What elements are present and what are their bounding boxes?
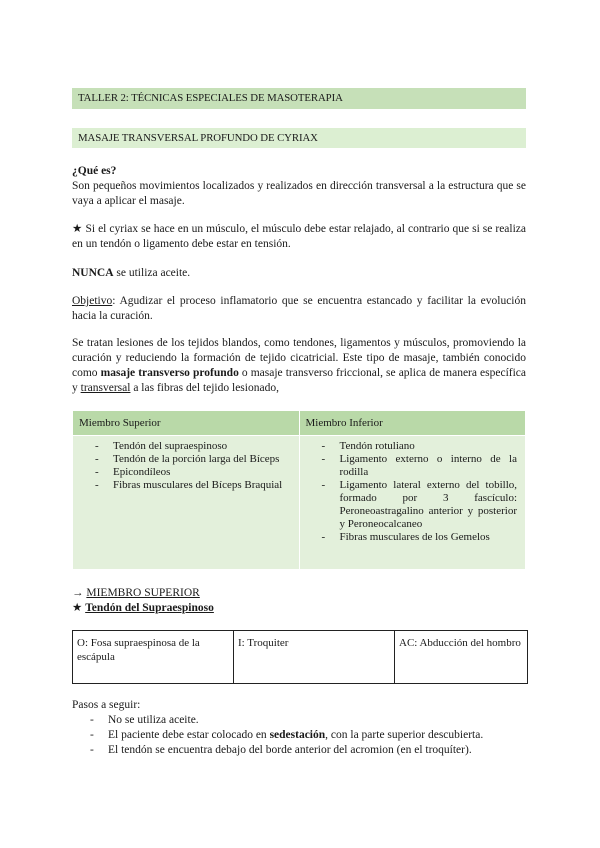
insertion-row bbox=[73, 631, 528, 684]
list-item: - Ligamento externo o interno de la rodilla bbox=[322, 453, 518, 479]
superior-heading bbox=[72, 586, 526, 601]
superior-cell bbox=[73, 436, 300, 570]
inferior-cell bbox=[299, 436, 526, 570]
list-item: - No se utiliza aceite. bbox=[90, 713, 526, 728]
insertion-table bbox=[72, 630, 528, 684]
never-bold: NUNCA bbox=[72, 267, 114, 279]
star-icon: ★ bbox=[72, 223, 83, 235]
origin-cell: O: Fosa supraespinosa de la escápula bbox=[73, 631, 234, 684]
transversal-term: transversal bbox=[80, 382, 131, 394]
list-item: - Fibras musculares de los Gemelos bbox=[322, 531, 518, 544]
question-heading: ¿Qué es? bbox=[72, 165, 117, 177]
inferior-list bbox=[300, 440, 526, 544]
members-table-row bbox=[73, 436, 526, 570]
steps-list-wrapper bbox=[72, 713, 526, 758]
list-item: - El tendón se encuentra debajo del borde anterior del acromion (en el troquíter). bbox=[90, 743, 526, 758]
never-rest: se utiliza aceite. bbox=[116, 267, 191, 279]
objective-label: Objetivo bbox=[72, 295, 113, 307]
action-cell: AC: Abducción del hombro bbox=[395, 631, 528, 684]
insertion-cell: I: Troquiter bbox=[234, 631, 395, 684]
steps-list bbox=[72, 713, 526, 758]
supraspinatus-heading bbox=[72, 601, 526, 616]
steps-title: Pasos a seguir: bbox=[72, 699, 141, 711]
list-item: - Ligamento lateral externo del tobillo, formado por 3 fascículo: Peroneoastragalino anterior y posterior y Peroneocalcaneo bbox=[322, 479, 518, 531]
section-title-bar bbox=[72, 128, 526, 148]
superior-heading-text: MIEMBRO SUPERIOR bbox=[86, 587, 200, 599]
list-item: - Tendón del supraespinoso bbox=[95, 440, 291, 453]
arrow-icon: → bbox=[72, 587, 84, 599]
list-item: - Epicondíleos bbox=[95, 466, 291, 479]
objective-paragraph bbox=[72, 294, 526, 324]
superior-list bbox=[73, 440, 299, 492]
header-superior: Miembro Superior bbox=[73, 411, 300, 436]
members-table-header bbox=[73, 411, 526, 436]
sedestacion-term: sedestación bbox=[269, 729, 326, 741]
list-item: - Tendón de la porción larga del Bíceps bbox=[95, 453, 291, 466]
list-item: - Tendón rotuliano bbox=[322, 440, 518, 453]
objective-text: : Agudizar el proceso inflamatorio que se encuentra estancado y facilitar la evolución hacia la curación. bbox=[72, 295, 526, 322]
members-table bbox=[72, 410, 526, 570]
never-oil-line bbox=[72, 266, 526, 281]
star-icon: ★ bbox=[72, 602, 83, 614]
header-inferior: Miembro Inferior bbox=[299, 411, 526, 436]
section-title: MASAJE TRANSVERSAL PROFUNDO DE CYRIAX bbox=[78, 132, 318, 144]
workshop-title: TALLER 2: TÉCNICAS ESPECIALES DE MASOTERAPIA bbox=[78, 92, 343, 104]
list-item: - El paciente debe estar colocado en sedestación, con la parte superior descubierta. bbox=[90, 728, 526, 743]
supraspinatus-heading-text: Tendón del Supraespinoso bbox=[85, 602, 214, 614]
list-item: - Fibras musculares del Bíceps Braquial bbox=[95, 479, 291, 492]
deep-transverse-massage-term: masaje transverso profundo bbox=[100, 367, 239, 379]
description-paragraph: Se tratan lesiones de los tejidos blandos, como tendones, ligamentos y músculos, promoviendo la curación y reduciendo la formación de tejido cicatricial. Este tipo de masaje, también conocido como masaje transverso profundo o masaje transverso friccional, se aplica de manera específica y transversal a las fibras del tejido lesionado, bbox=[72, 337, 527, 394]
workshop-title-bar bbox=[72, 88, 526, 109]
definition-paragraph: Son pequeños movimientos localizados y realizados en dirección transversal a la estructura que se vaya a aplicar el masaje. bbox=[72, 180, 526, 207]
note-text: Si el cyriax se hace en un músculo, el músculo debe estar relajado, al contrario que si se realiza en un tendón o ligamento debe estar en tensión. bbox=[72, 223, 527, 250]
note-paragraph bbox=[72, 222, 526, 252]
